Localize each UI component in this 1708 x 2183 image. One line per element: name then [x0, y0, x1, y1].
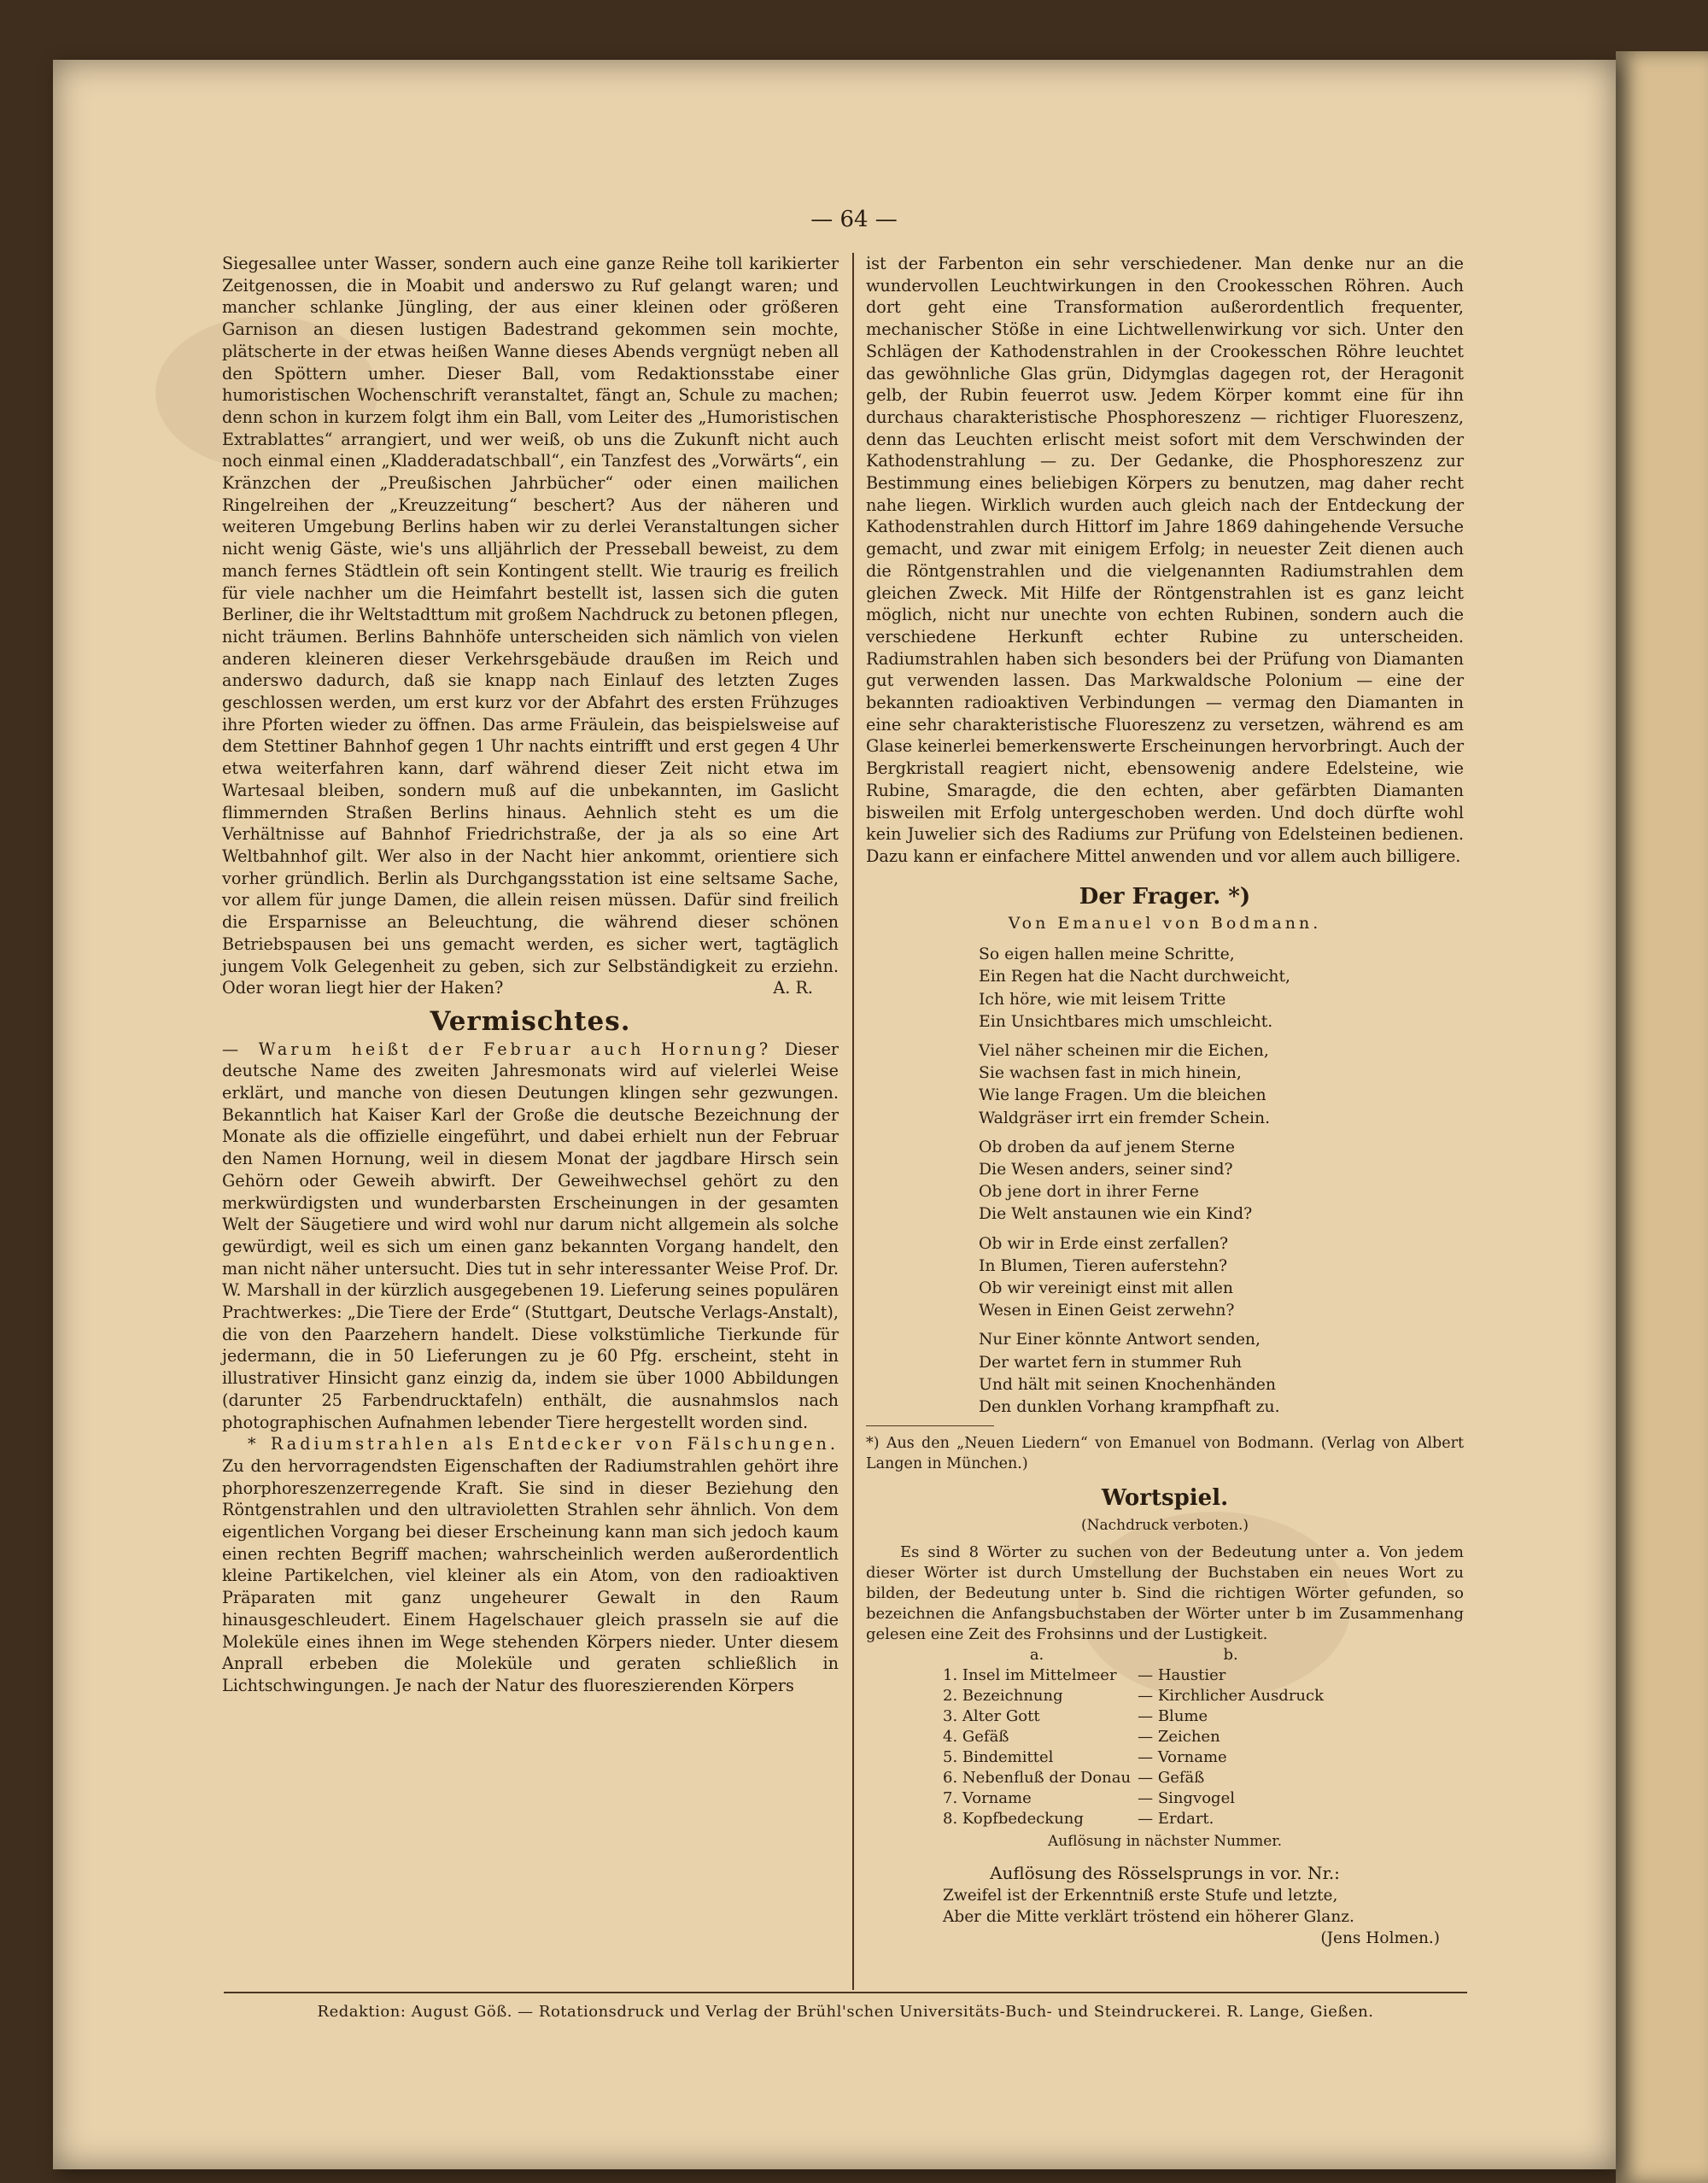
imprint-footer: Redaktion: August Göß. — Rotationsdruck und Verlag der Brühl'schen Universitäts-Buch- und Steindruckerei. R. Lange, Gießen. [317, 2003, 1374, 2021]
puzzle-clue-a: 3. Alter Gott [943, 1706, 1040, 1725]
poem-line: Wesen in Einen Geist zerwehn? [979, 1302, 1235, 1320]
puzzle-clue-a: 4. Gefäß [943, 1727, 1009, 1746]
poem-line: Der wartet fern in stummer Ruh [979, 1353, 1243, 1372]
poem-title: Der Frager. *) [1079, 883, 1251, 910]
puzzle-clue-a: 6. Nebenfluß der Donau [943, 1768, 1132, 1787]
puzzle-clue-b: — Erdart. [1138, 1809, 1214, 1828]
puzzle-clue-b: — Gefäß [1138, 1768, 1205, 1787]
column-divider [852, 253, 854, 1990]
puzzle-clue-b: — Vorname [1138, 1747, 1227, 1766]
poem-line: Waldgräser irrt ein fremder Schein. [979, 1109, 1271, 1127]
table-row [943, 1727, 1331, 1747]
poem-line: Ob wir in Erde einst zerfallen? [979, 1234, 1229, 1253]
poem-line: Und hält mit seinen Knochenhänden [979, 1375, 1276, 1394]
poem-stanza [979, 1040, 1464, 1130]
table-row [943, 1706, 1331, 1727]
section-heading: Vermischtes. [430, 1005, 631, 1037]
puzzle-col-b: b. [1223, 1645, 1238, 1664]
poem-line: Ob droben da auf jenem Sterne [979, 1138, 1235, 1156]
poem-line: Ein Unsichtbares mich umschleicht. [979, 1012, 1273, 1031]
puzzle-clue-a: 2. Bezeichnung [943, 1686, 1063, 1705]
poem-stanza [979, 1329, 1464, 1419]
poem-line: Ein Regen hat die Nacht durchweicht, [979, 968, 1290, 986]
puzzle-col-a: a. [1029, 1645, 1044, 1664]
continued-article-text: Siegesallee unter Wasser, sondern auch eine ganze Reihe toll karikierter Zeitgenossen, die in Moabit und anderswo zu Ruf gelangt waren; und mancher schlanke Jüngling, der aus einer kleinen oder größeren Garnison an diesen lustigen Badestrand gekommen sein mochte, plätscherte in der etwas heißen Wanne dieses Abends vergnügt neben all den Spöttern umher. Dieser Ball, vom Redaktionsstabe einer humoristischen Wochenschrift veranstaltet, fängt an, Schule zu machen; denn schon in kurzem folgt ihm ein Ball, vom Leiter des „Humoristischen Extrablattes“ arrangiert, und wer weiß, ob uns die Zukunft nicht auch noch einmal einen „Kladderadatschball“, ein Tanzfest des „Vorwärts“, ein Kränzchen der „Preußischen Jahrbücher“ oder einen mailichen Ringelreihen der „Kreuzzeitung“ beschert? Aus der näheren und weiteren Umgebung Berlins haben wir zu derlei Veranstaltungen sicher nicht wenig Gäste, wie's uns alljährlich der Presseball beweist, zu dem manch fernes Städtlein oft sein Kontingent stellt. Wie traurig es freilich für viele nachher um die Heimfahrt bestellt ist, lassen sich die guten Berliner, die ihr Weltstadttum mit großem Nachdruck zu betonen pflegen, nicht träumen. Berlins Bahnhöfe unterscheiden sich nämlich von vielen anderen kleineren dieser Verkehrsgebäude draußen im Reich und anderswo dadurch, daß sie knapp nach Einlauf des letzten Zuges geschlossen werden, um erst kurz vor der Abfahrt des ersten Frühzuges ihre Pforten wieder zu öffnen. Das arme Fräulein, das beispielsweise auf dem Stettiner Bahnhof gegen 1 Uhr nachts eintrifft und erst gegen 4 Uhr etwa weiterfahren kann, darf während dieser Zeit nicht etwa im Wartesaal bleiben, sondern muß auf die unbekannten, im Gaslicht flimmernden Straßen Berlins hinaus. Aehnlich steht es um die Verhältnisse auf Bahnhof Friedrichstraße, der ja als so eine Art Weltbahnhof gilt. Wer also in der Nacht hier ankommt, orientiere sich vorher gründlich. Berlin als Durchgangsstation ist eine seltsame Sache, vor allem für junge Damen, die allein reisen müssen. Dafür sind freilich die Ersparnisse an Beleuchtung, die während dieser schönen Betriebspausen bei uns gemacht werden, es sicher wert, tagtäglich jungem Volk Gelegenheit zu geben, sich zur Selbständigkeit zu erziehn. Oder woran liegt hier der Haken? [222, 254, 839, 998]
poem-line: Die Wesen anders, seiner sind? [979, 1160, 1233, 1179]
poem-line: Sie wachsen fast in mich hinein, [979, 1064, 1242, 1083]
poem-line: Viel näher scheinen mir die Eichen, [979, 1041, 1269, 1060]
item-radium-text: Zu den hervorragendsten Eigenschaften der Radiumstrahlen gehört ihre phorphoreszenzerregende Kraft. Sie sind in dieser Beziehung den Röntgenstrahlen und den ultravioletten Strahlen sehr ähnlich. Von dem eigentlichen Vorgang bei dieser Erscheinung kann man sich jedoch kaum einen rechten Begriff machen; wahrscheinlich werden außerordentlich kleine Partikelchen, viel kleiner als ein Atom, von den radioaktiven Präparaten mit ganz ungeheurer Gewalt in den Raum hinausgeschleudert. Einem Hagelschauer gleich prasseln sie auf die Moleküle eines ihnen im Wege stehenden Körpers nieder. Unter diesem Anprall erbeben die Moleküle und geraten schließlich in Lichtschwingungen. Je nach der Natur des fluoreszierenden Körpers [222, 1455, 839, 1695]
table-row [943, 1788, 1331, 1809]
page-number: — 64 — [810, 207, 898, 232]
footnote-rule [866, 1425, 994, 1426]
article-signature: A. R. [773, 978, 813, 998]
poem-line: In Blumen, Tieren auferstehn? [979, 1256, 1228, 1275]
left-column [222, 253, 839, 1697]
puzzle-clue-b: — Blume [1138, 1706, 1208, 1725]
table-row [943, 1747, 1331, 1768]
puzzle-clue-a: 1. Insel im Mittelmeer [943, 1665, 1117, 1684]
item-hornung-title: — Warum heißt der Februar auch Hornung? [222, 1039, 772, 1059]
puzzle-clue-b: — Kirchlicher Ausdruck [1138, 1686, 1325, 1705]
item-radium-title: * Radiumstrahlen als Entdecker von Fälschungen. [248, 1434, 839, 1454]
puzzle-title: Wortspiel. [1101, 1485, 1229, 1512]
poem-line: Nur Einer könnte Antwort senden, [979, 1331, 1261, 1349]
answer-verse [943, 1885, 1464, 1949]
puzzle-clue-a: 5. Bindemittel [943, 1747, 1054, 1766]
footer-rule [224, 1992, 1467, 1993]
puzzle-clue-a: 8. Kopfbedeckung [943, 1809, 1084, 1828]
answer-author: (Jens Holmen.) [1320, 1928, 1440, 1947]
puzzle-clue-a: 7. Vorname [943, 1788, 1032, 1807]
table-row [943, 1686, 1331, 1706]
poem-line: Den dunklen Vorhang krampfhaft zu. [979, 1397, 1280, 1416]
puzzle-table-header [943, 1645, 1331, 1665]
puzzle-clue-b: — Zeichen [1138, 1727, 1220, 1746]
puzzle-table [943, 1645, 1331, 1829]
radium-continued-text: ist der Farbenton ein sehr verschiedener. Man denke nur an die wundervollen Leuchtwirkungen in den Crookesschen Röhren. Auch dort geht eine Transformation außerordentlich frequenter, mechanischer Stöße in eine Lichtwellenwirkung vor sich. Unter den Schlägen der Kathodenstrahlen in der Crookesschen Röhre leuchtet das gewöhnliche Glas grün, Didymglas dagegen rot, der Heragonit gelb, der Rubin feuerrot usw. Jedem Körper kommt eine für ihn durchaus charakteristische Phosphoreszenz — richtiger Fluoreszenz, denn das Leuchten erlischt meist sofort mit dem Verschwinden der Kathodenstrahlung — zu. Der Gedanke, die Phosphoreszenz zur Bestimmung eines beliebigen Körpers zu benutzen, mag daher recht nahe liegen. Wirklich wurden auch gleich nach der Entdeckung der Kathodenstrahlen durch Hittorf im Jahre 1869 dahingehende Versuche gemacht, und zwar mit einigem Erfolg; in neuester Zeit dienen auch die Röntgenstrahlen und die vielgenannten Radiumstrahlen dem gleichen Zweck. Mit Hilfe der Röntgenstrahlen ist es ganz leicht möglich, nicht nur unechte von echten Rubinen, sondern auch die verschiedene Herkunft echter Rubine zu unterscheiden. Radiumstrahlen haben sich besonders bei der Prüfung von Diamanten gut verwenden lassen. Das Markwaldsche Polonium — eine der bekannten radioaktiven Verbindungen — vermag den Diamanten in eine sehr charakteristische Fluoreszenz zu versetzen, während es am Glase keinerlei bemerkenswerte Erscheinungen hervorbringt. Auch der Bergkristall reagiert nicht, ebensowenig andere Edelsteine, wie Rubine, Smaragde, die den echten, aber gefärbten Diamanten bisweilen mit Erfolg untergeschoben werden. Und doch dürfte wohl kein Juwelier sich des Radiums zur Prüfung von Edelsteinen bedienen. Dazu kann er einfachere Mittel anwenden und vor allem auch billigere. [866, 254, 1464, 866]
poem-author: Von Emanuel von Bodmann. [1008, 914, 1322, 933]
poem-footnote: *) Aus den „Neuen Liedern“ von Emanuel von Bodmann. (Verlag von Albert Langen in München.) [866, 1435, 1464, 1473]
poem-stanza [979, 944, 1464, 1033]
puzzle-text: Es sind 8 Wörter zu suchen von der Bedeutung unter a. Von jedem dieser Wörter ist durch Umstellung der Buchstaben ein neues Wort zu bilden, der Bedeutung unter b. Sind die richtigen Wörter gefunden, so bezeichnen die Anfangsbuchstaben der Wörter unter b im Zusammenhang gelesen eine Zeit des Frohsinns und der Lustigkeit. [866, 1542, 1464, 1643]
poem-line: So eigen hallen meine Schritte, [979, 945, 1235, 964]
poem-stanza [979, 1233, 1464, 1323]
poem-line: Die Welt anstaunen wie ein Kind? [979, 1205, 1253, 1224]
item-radium [222, 1433, 839, 1696]
item-hornung-text: Dieser deutsche Name des zweiten Jahresmonats wird auf vielerlei Weise erklärt, und manche von diesen Deutungen klingen sehr gezwungen. Bekanntlich hat Kaiser Karl der Große die deutsche Bezeichnung der Monate als die offizielle eingeführt, und dabei erhielt nun der Februar den Namen Hornung, weil in diesem Monat der jagdbare Hirsch sein Gehörn oder Geweih abwirft. Der Geweihwechsel gehört zu den merkwürdigsten und wunderbarsten Erscheinungen in der gesamten Welt der Säugetiere und wird wohl nur darum nicht allgemein als solche gewürdigt, weil es sich um einen ganz bekannten Vorgang handelt, den man nicht näher untersucht. Dies tut in sehr interessanter Weise Prof. Dr. W. Marshall in der kürzlich ausgegebenen 19. Lieferung seines populären Prachtwerkes: „Die Tiere der Erde“ (Stuttgart, Deutsche Verlags-Anstalt), die von den Paarzehern handelt. Diese volkstümliche Tierkunde für jedermann, die in 50 Lieferungen zu je 60 Pfg. erscheint, steht in illustrativer Hinsicht ganz einzig da, indem sie über 1000 Abbildungen (darunter 25 Farbendrucktafeln) enthält, die ausnahmslos nach photographischen Aufnahmen lebender Tiere hergestellt worden sind. [222, 1039, 839, 1432]
poem-line: Ob jene dort in ihrer Ferne [979, 1183, 1199, 1202]
table-row [943, 1809, 1331, 1829]
answer-line: Aber die Mitte verklärt tröstend ein höherer Glanz. [943, 1907, 1354, 1926]
adjacent-page-edge [1616, 51, 1708, 2183]
poem-line: Wie lange Fragen. Um die bleichen [979, 1086, 1266, 1105]
table-row [943, 1768, 1331, 1788]
answer-title: Auflösung des Rösselsprungs in vor. Nr.: [990, 1863, 1340, 1884]
puzzle-clue-b: — Haustier [1138, 1665, 1226, 1684]
continued-article [222, 253, 839, 999]
right-column [866, 253, 1464, 1949]
poem [979, 944, 1464, 1419]
puzzle-note: Auflösung in nächster Nummer. [1048, 1832, 1282, 1850]
poem-stanza [979, 1137, 1464, 1226]
table-row [943, 1665, 1331, 1686]
poem-line: Ob wir vereinigt einst mit allen [979, 1279, 1234, 1297]
puzzle-subtitle: (Nachdruck verboten.) [1080, 1516, 1249, 1534]
answer-line: Zweifel ist der Erkenntniß erste Stufe und letzte, [943, 1886, 1338, 1905]
poem-line: Ich höre, wie mit leisem Tritte [979, 990, 1226, 1009]
puzzle-clue-b: — Singvogel [1138, 1788, 1235, 1807]
item-hornung [222, 1039, 839, 1434]
